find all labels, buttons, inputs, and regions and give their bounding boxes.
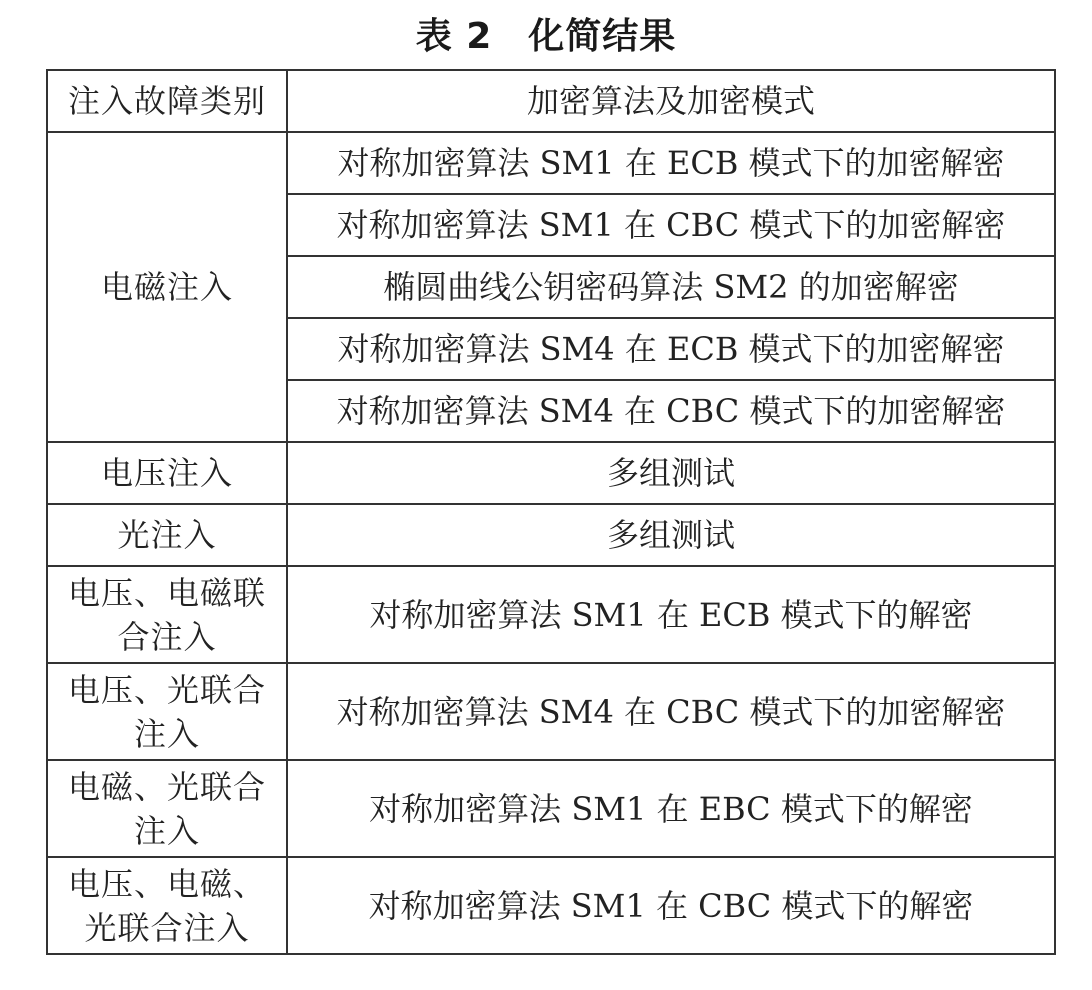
mode-cell: 多组测试 — [287, 442, 1055, 504]
table-row — [47, 857, 1055, 954]
header-mode: 加密算法及加密模式 — [287, 70, 1055, 132]
table-row — [47, 504, 1055, 566]
category-cell: 电压注入 — [47, 442, 287, 504]
mode-cell: 对称加密算法 SM4 在 CBC 模式下的加密解密 — [287, 380, 1055, 442]
category-cell: 电磁注入 — [47, 132, 287, 442]
mode-cell: 对称加密算法 SM4 在 CBC 模式下的加密解密 — [287, 663, 1055, 760]
table-caption — [0, 12, 1092, 62]
mode-cell: 对称加密算法 SM1 在 ECB 模式下的解密 — [287, 566, 1055, 663]
mode-cell: 对称加密算法 SM1 在 CBC 模式下的解密 — [287, 857, 1055, 954]
table-label: 表 2 — [415, 16, 493, 57]
table-row — [47, 663, 1055, 760]
mode-cell: 椭圆曲线公钥密码算法 SM2 的加密解密 — [287, 256, 1055, 318]
table-row — [47, 566, 1055, 663]
table-row — [47, 760, 1055, 857]
category-cell: 电压、电磁联合注入 — [47, 566, 287, 663]
mode-cell: 对称加密算法 SM4 在 ECB 模式下的加密解密 — [287, 318, 1055, 380]
results-table — [46, 69, 1056, 955]
header-row — [47, 70, 1055, 132]
table-row — [47, 132, 1055, 194]
mode-cell: 对称加密算法 SM1 在 CBC 模式下的加密解密 — [287, 194, 1055, 256]
mode-cell: 对称加密算法 SM1 在 ECB 模式下的加密解密 — [287, 132, 1055, 194]
table-title: 化简结果 — [528, 16, 677, 57]
category-cell: 电磁、光联合注入 — [47, 760, 287, 857]
mode-cell: 多组测试 — [287, 504, 1055, 566]
category-cell: 电压、光联合注入 — [47, 663, 287, 760]
header-category: 注入故障类别 — [47, 70, 287, 132]
category-cell: 电压、电磁、光联合注入 — [47, 857, 287, 954]
mode-cell: 对称加密算法 SM1 在 EBC 模式下的解密 — [287, 760, 1055, 857]
table-row — [47, 442, 1055, 504]
category-cell: 光注入 — [47, 504, 287, 566]
